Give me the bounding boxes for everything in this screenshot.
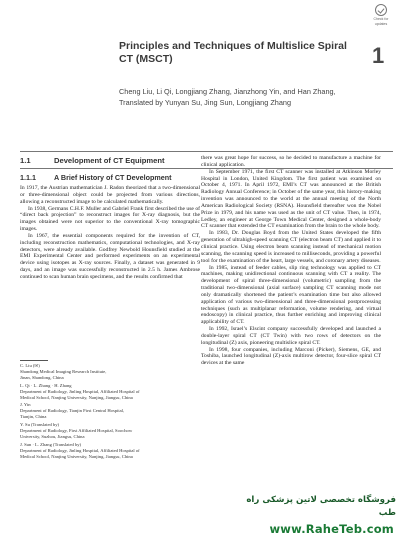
author-affiliations [20,363,200,462]
raheteb-watermark [230,494,398,533]
affiliation-line: Y. Su (Translated by) [20,422,60,428]
affiliation-line: C. Liu (✉) [20,363,40,368]
chapter-authors: Cheng Liu, Li Qi, Longjiang Zhang, Jianzhong Yin, and Han Zhang, Translated by Yunyan Su, Jing Sun, Longjiang Zhang [119,87,336,107]
body-paragraph: In 1983, Dr. Douglas Boyd from the United States developed the fifth generation of ultrahigh-speed scanning CT (electron beam CT) and applied it to clinical practice. Using electron beam scanning instead of mechanical motion scanning, the scanning speed is increased to milliseconds, providing a powerful tool for the examination of the heart, large vessels, and coronary artery diseases. [201,230,381,264]
section-heading [20,153,200,167]
affiliation-note [20,422,200,440]
footnote-rule [20,360,48,361]
body-paragraph: In September 1971, the first CT scanner was installed at Atkinson Morley Hospital in London, United Kingdom. The first patient was examined on October 4, 1971. In April 1972, EMI’s CT was announced at the British Radiology Annual Conference; in October of the same year, this history-making invention was announced to the world at the annual meeting of the North American Radiological Society (RSNA). Hounsfield thereafter won the Nobel Prize in 1979, and his name was used as the unit of CT value. Then, in 1974, Ledley, an engineer at George Town Medical Center, designed a whole-body CT scanner that extended the CT examination from the brain to the whole body. [201,168,381,230]
affiliation-line: Medical School, Nanjing University, Nanjing, Jiangsu, China [20,394,133,400]
chapter-number: 1 [372,43,385,68]
watermark-title: فروشگاه تخصصی لاتین پزشکی راه طب [246,495,396,518]
section-number: 1.1 [20,155,31,165]
subsection-number: 1.1.1 [20,173,36,182]
body-paragraph: In 1938, Germans C.H.F. Muller and Gabriel Frank first described the use of “direct back projection” to reconstruct images for X-ray diagnosis, but the images obtained were not superior to the conventional X-ray tomographic images. [20,205,200,233]
affiliation-line: Shandong Medical Imaging Research Institute, [20,368,107,374]
affiliation-line: Tianjin, China [20,414,47,420]
section-top-rule [20,151,393,152]
check-mark-icon [375,4,387,16]
body-paragraph: In 1967, the essential components required for the invention of CT, including reconstruction mathematics, computational technologies, and X-ray detectors, were already available. Godfrey Newbold Hounsfield studied at the EMI Experimental Center and performed experiments on an experimental device using isotopes as X-ray sources. Finally, a dataset was generated in 9 days, and an image was successfully reconstructed in 2.5 h. James Ambrose continued to scan human brain specimens, and the results confirmed that [20,232,200,280]
body-paragraph: In 1917, the Austrian mathematician J. Radon theorized that a two-dimensional or three-dimensional object could be projected from various directions, allowing a reconstructed image to be calculated mathematically. [20,185,200,205]
affiliation-line: University, Suzhou, Jiangsu, China [20,433,85,439]
body-paragraph: In 1985, instead of feeder cables, slip ring technology was applied to CT machines, making unidirectional continuous scanning with CT a reality. The development of spiral three-dimensional (volumetric) sampling from the traditional two-dimensional (axial surface) sampling CT scanning mode not only dramatically shortened the patient’s examination time but also allowed application of various two-dimensional and three-dimensional postprocessing techniques (such as multiplanar reformation, volume rendering, and virtual endoscopy) in clinical practice, thus further enriching and improving clinical applicability of CT. [201,264,381,326]
chapter-title: Principles and Techniques of Multislice Spiral CT (MSCT) [119,40,347,65]
badge-text-line2: updates [374,22,388,26]
body-paragraph: In 1992, Israel’s Elscint company successfully developed and launched a double-layer spiral CT (CT Twin) with two rows of detectors on the longitudinal (Z) axis, pioneering multislice spiral CT. [201,326,381,346]
affiliation-line: Department of Radiology, First Affiliated Hospital, Soochow [20,428,133,434]
affiliation-line: Medical School, Nanjing University, Nanjing, Jiangsu, China [20,453,133,459]
affiliation-line: J. Sun · L. Zhang (Translated by) [20,441,82,447]
check-for-updates-badge[interactable] [369,4,393,30]
affiliation-line: J. Yin [20,402,31,408]
affiliation-note [20,363,200,381]
body-paragraph: In 1998, four companies, including Marconi (Picker), Siemens, GE, and Toshiba, launched longitudinal (Z)-axis multirow detector, four-slice spiral CT devices at the same [201,346,381,367]
affiliation-note [20,402,200,420]
body-paragraph: there was great hope for success, so he decided to manufacture a machine for clinical application. [201,155,381,168]
right-column [201,155,381,367]
affiliation-line: L. Qi · L. Zhang · H. Zhang [20,382,72,388]
watermark-url[interactable]: www.RaheTeb.com [269,522,394,533]
affiliation-note [20,383,200,401]
affiliation-note [20,442,200,460]
affiliation-line: Department of Radiology, Jinling Hospital, Affiliated Hospital of [20,447,140,453]
badge-text-line1: Check for [373,17,389,21]
affiliation-line: Department of Radiology, Jinling Hospital, Affiliated Hospital of [20,388,140,394]
left-column [20,153,200,281]
affiliation-line: Jinan, Shandong, China [20,374,64,380]
affiliation-line: Department of Radiology, Tianjin First Central Hospital, [20,408,125,414]
subsection-heading [20,173,200,182]
section-title: Development of CT Equipment [54,155,165,165]
subsection-title: A Brief History of CT Development [54,173,172,182]
